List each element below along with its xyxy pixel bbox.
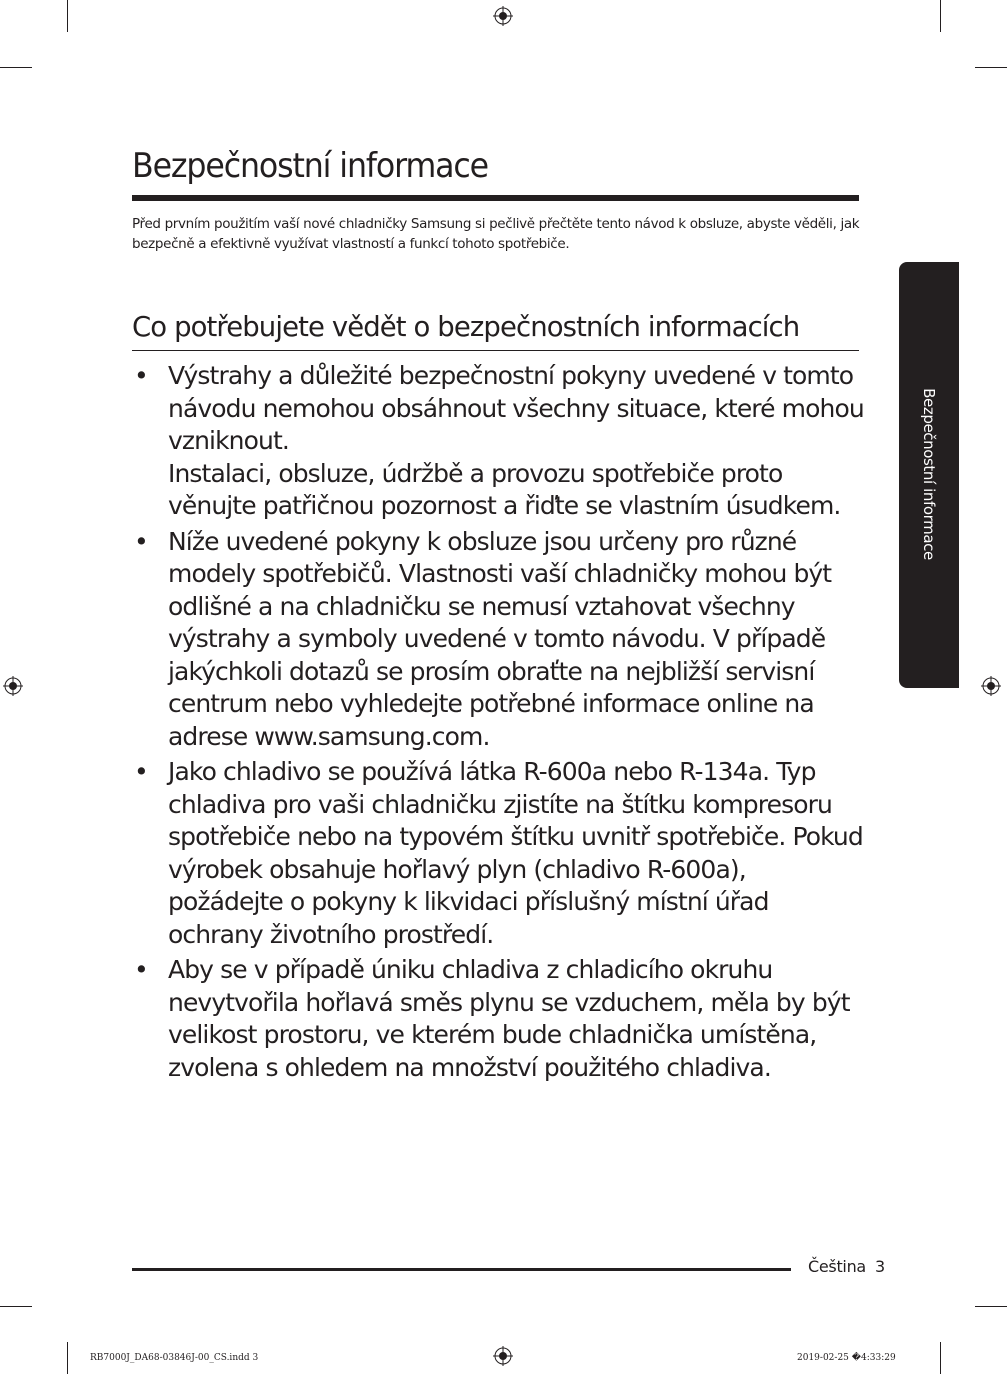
print-slug-timestamp: 2019-02-25 �4:33:29 — [797, 1353, 896, 1363]
crop-mark — [0, 1306, 32, 1307]
crop-mark — [0, 67, 32, 68]
page-title: Bezpečnostní informace — [132, 146, 489, 186]
crop-mark — [940, 0, 941, 32]
list-item — [132, 526, 867, 754]
safety-bullet-list — [132, 360, 867, 1084]
crop-mark — [975, 1306, 1007, 1307]
section-title: Co potřebujete vědět o bezpečnostních informacích — [132, 311, 800, 343]
list-item — [132, 756, 867, 951]
crop-mark — [67, 1342, 68, 1374]
bullet-icon: • — [134, 955, 148, 984]
title-divider — [132, 195, 859, 201]
chapter-tab-label: Bezpečnostní informace — [920, 388, 938, 560]
crop-mark — [67, 0, 68, 32]
bullet-text: Výstrahy a důležité bezpečnostní pokyny uvedené v tomto návodu nemohou obsáhnout všechny situace, které mohou vzniknout. — [168, 361, 864, 455]
crop-mark — [940, 1342, 941, 1374]
list-item — [132, 954, 867, 1084]
bullet-text: Instalaci, obsluze, údržbě a provozu spotřebiče proto věnujte patřičnou pozornost a řiďte se vlastním úsudkem. — [168, 458, 841, 520]
footer-language: Čeština — [808, 1257, 866, 1276]
registration-mark-icon — [981, 676, 1001, 696]
footer-divider — [132, 1268, 791, 1271]
list-item — [132, 360, 867, 523]
page-number: 3 — [875, 1257, 886, 1276]
registration-mark-icon — [493, 1346, 513, 1366]
crop-mark — [975, 67, 1007, 68]
section-divider — [132, 350, 859, 351]
print-slug-file: RB7000J_DA68-03846J-00_CS.indd 3 — [90, 1353, 259, 1363]
registration-mark-icon — [3, 676, 23, 696]
bullet-icon: • — [134, 526, 148, 556]
bullet-text: Aby se v případě úniku chladiva z chladicího okruhu nevytvořila hořlavá směs plynu se vzduchem, měla by být velikost prostoru, ve kterém bude chladnička umístěna, zvolena s ohledem na množství použitého chladiva. — [168, 955, 850, 1082]
registration-mark-icon — [493, 6, 513, 26]
bullet-icon: • — [134, 361, 148, 390]
bullet-icon: • — [134, 757, 148, 786]
bullet-text: Níže uvedené pokyny k obsluze jsou určeny pro různé modely spotřebičů. Vlastnosti vaší chladničky mohou být odlišné a na chladničku se nemusí vztahovat všechny výstrahy a symboly uvedené v tomto návodu. V případě jakýchkoli dotazů se prosím obraťte na nejbližší servisní centrum nebo vyhledejte potřebné informace online na adrese www.samsung.com. — [168, 526, 832, 751]
intro-paragraph: Před prvním použitím vaší nové chladničky Samsung si pečlivě přečtěte tento návod k obsluze, abyste věděli, jak bezpečně a efektivně využívat vlastností a funkcí tohoto spotřebiče. — [132, 216, 860, 252]
bullet-text: Jako chladivo se používá látka R-600a nebo R-134a. Typ chladiva pro vaši chladničku zjistíte na štítku kompresoru spotřebiče nebo na typovém štítku uvnitř spotřebiče. Pokud výrobek obsahuje hořlavý plyn (chladivo R-600a), požádejte o pokyny k likvidaci příslušný místní úřad ochrany životního prostředí. — [168, 757, 863, 949]
